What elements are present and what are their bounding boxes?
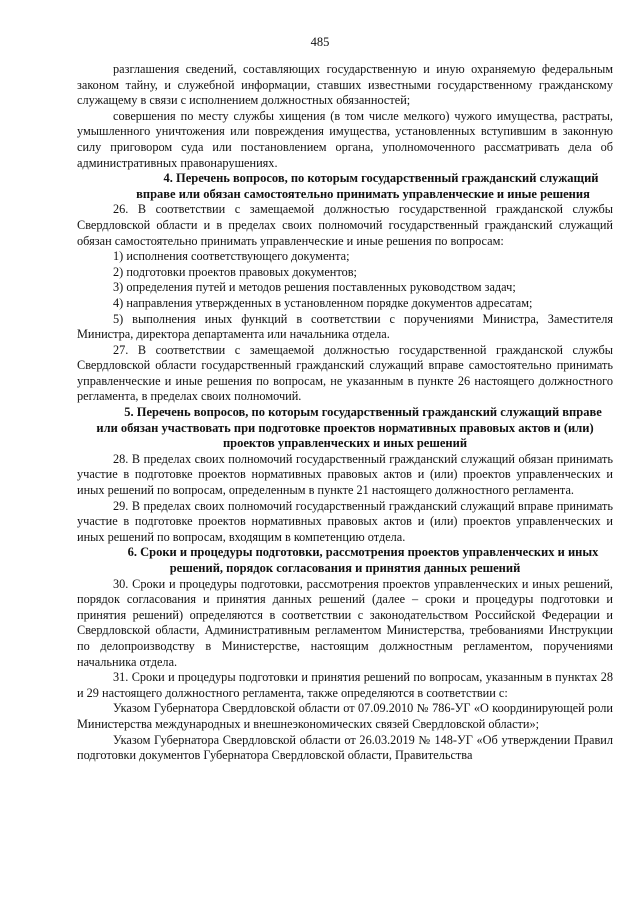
paragraph-28: 28. В пределах своих полномочий государственный гражданский служащий обязан принимать участие в подготовке проектов нормативных правовых актов и (или) проектов управленческих и иных решений по вопросам, определенным в пункте 21 настоящего должностного регламента. [77, 451, 613, 498]
list-item: 3) определения путей и методов решения поставленных руководством задач; [113, 280, 516, 295]
list-item: 5) выполнения иных функций в соответствии с поручениями Министра, Заместителя Министра, директора департамента или начальника отдела. [77, 311, 613, 342]
paragraph-intro-2: совершения по месту службы хищения (в том числе мелкого) чужого имущества, растраты, умышленного уничтожения или повреждения имущества, установленных вступившим в законную силу приговором суда или постановлением органа, уполномоченного рассматривать дела об административных правонарушениях. [77, 108, 613, 170]
list-item: 4) направления утвержденных в установленном порядке документов адресатам; [113, 295, 533, 310]
decree-786: Указом Губернатора Свердловской области от 07.09.2010 № 786-УГ «О координирующей роли Министерства международных и внешнеэкономических связей Свердловской области»; [77, 701, 613, 731]
paragraph-31: 31. Сроки и процедуры подготовки и принятия решений по вопросам, указанным в пунктах 28 и 29 настоящего должностного регламента, также определяются в соответствии с: [77, 670, 613, 700]
paragraph-30: 30. Сроки и процедуры подготовки, рассмотрения проектов управленческих и иных решений, порядок согласования и принятия данных решений (далее – сроки и процедуры подготовки и принятия решений) определяются в соответствии с законодательством Российской Федерации и Свердловской области, Административным регламентом Министерства, требованиями Инструкции по делопроизводству в Министерстве, настоящим должностным регламентом, поручениями начальника отдела. [77, 576, 613, 669]
section-5-heading: 5. Перечень вопросов, по которым государственный гражданский служащий вправе или обязан участвовать при подготовке проектов нормативных правовых актов и (или) проектов управленческих и иных решений [96, 405, 602, 451]
paragraph-29: 29. В пределах своих полномочий государственный гражданский служащий вправе принимать участие в подготовке проектов нормативных правовых актов и (или) проектов управленческих и иных решений по вопросам, входящим в компетенцию отдела. [77, 498, 613, 544]
page-number: 485 [310, 35, 330, 49]
paragraph-26: 26. В соответствии с замещаемой должностью государственной гражданской службы Свердловской области и в пределах своих полномочий государственный гражданский служащий обязан самостоятельно принимать управленческие и иные решения по вопросам: [77, 202, 613, 248]
paragraph-intro-1: разглашения сведений, составляющих государственную и иную охраняемую федеральным законом тайну, и служебной информации, ставших известными государственному гражданскому служащему в связи с исполнением должностных обязанностей; [77, 62, 613, 108]
paragraph-27: 27. В соответствии с замещаемой должностью государственной гражданской службы Свердловской области государственный гражданский служащий вправе самостоятельно принимать управленческие и иные решения по вопросам, не указанным в пункте 26 настоящего должностного регламента, в пределах своих полномочий. [77, 342, 613, 404]
list-item: 1) исполнения соответствующего документа; [113, 249, 350, 264]
section-6-heading: 6. Сроки и процедуры подготовки, рассмотрения проектов управленческих и иных решений, порядок согласования и принятия данных решений [127, 545, 599, 575]
decree-148: Указом Губернатора Свердловской области от 26.03.2019 № 148-УГ «Об утверждении Правил подготовки документов Губернатора Свердловской области, Правительства [77, 732, 613, 763]
section-4-heading: 4. Перечень вопросов, по которым государственный гражданский служащий вправе или обязан самостоятельно принимать управленческие и иные решения [136, 171, 599, 201]
list-item: 2) подготовки проектов правовых документов; [113, 264, 357, 279]
document-body [77, 62, 613, 764]
